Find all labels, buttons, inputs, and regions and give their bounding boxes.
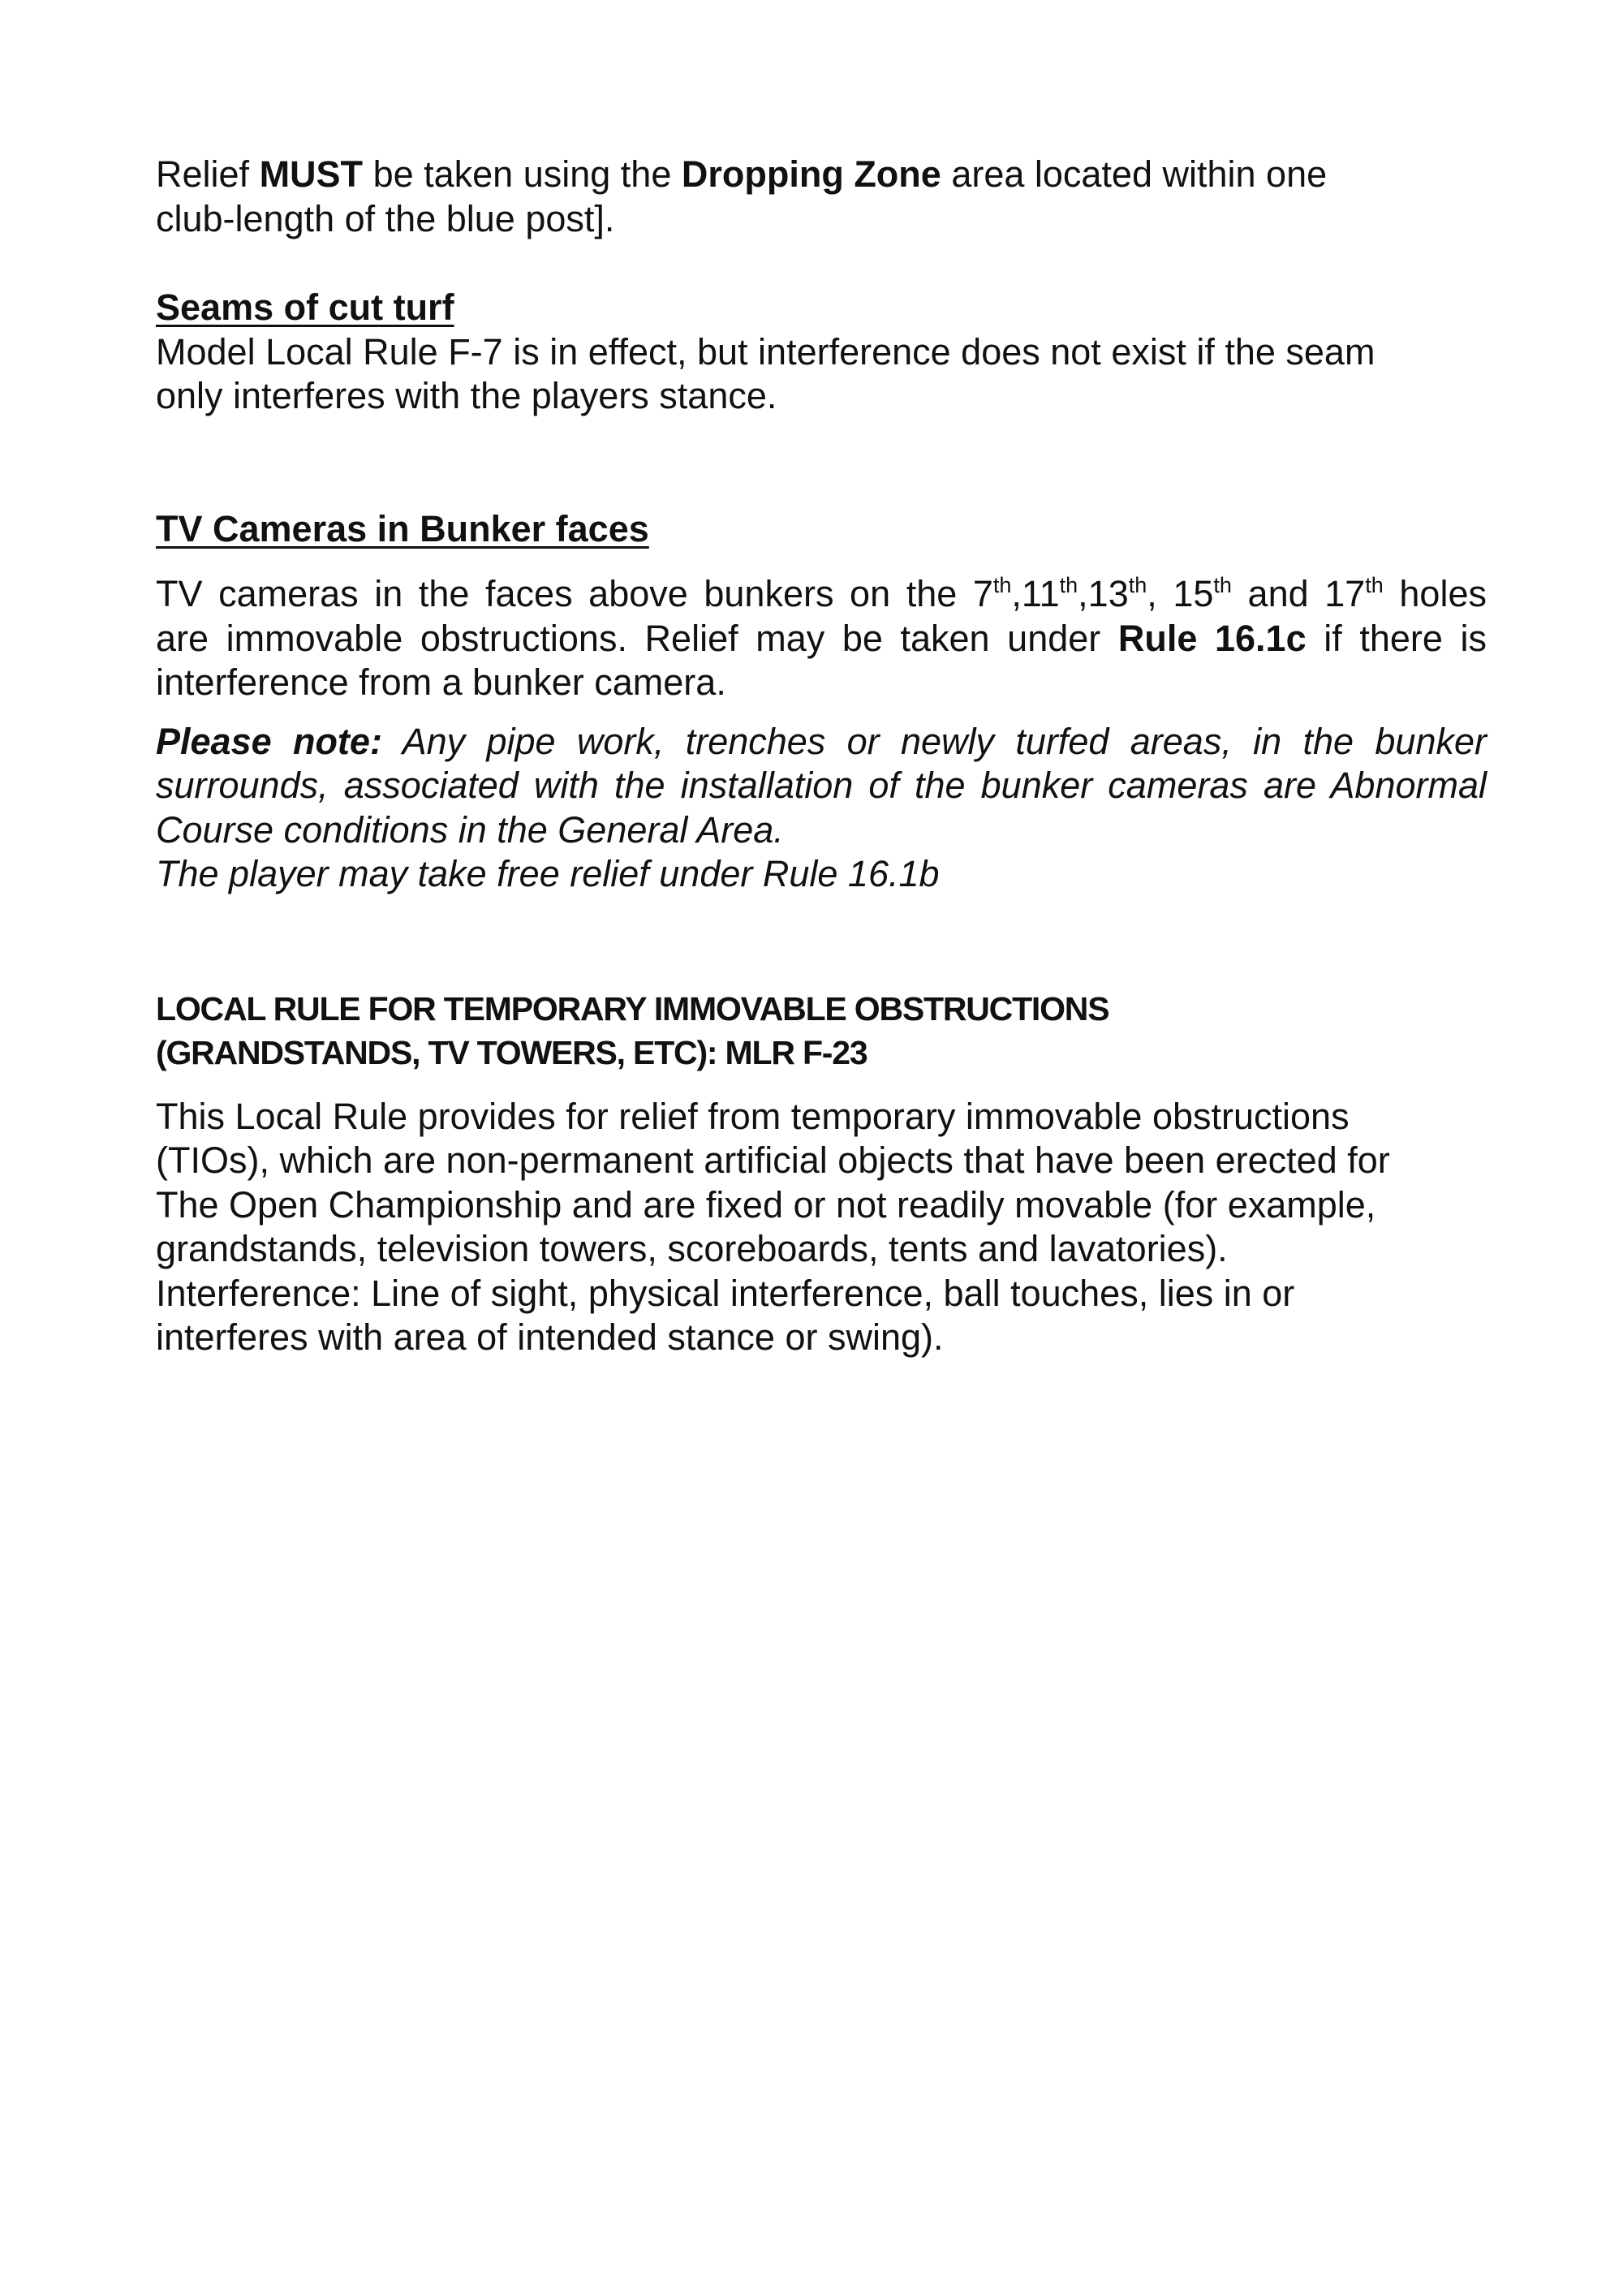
- text-span: Any pipe work, trenches or newly turfed areas, in the bunker: [381, 720, 1487, 762]
- tio-line-1: This Local Rule provides for relief from temporary immovable obstructions: [156, 1095, 1350, 1137]
- seams-line-2: only interferes with the players stance.: [156, 375, 777, 416]
- tio-heading-line-2: (GRANDSTANDS, TV TOWERS, ETC): MLR F-23: [156, 1034, 867, 1071]
- text-span: , 15: [1147, 573, 1214, 614]
- please-note-paragraph: [156, 720, 1487, 897]
- document-page: [156, 153, 1487, 1360]
- tio-paragraph: [156, 1095, 1487, 1360]
- tio-line-5: Interference: Line of sight, physical interference, ball touches, lies in or: [156, 1272, 1295, 1314]
- note-line-3: Course conditions in the General Area.: [156, 808, 784, 851]
- tio-line-6: interferes with area of intended stance or swing).: [156, 1316, 944, 1358]
- text-span: be taken using the: [363, 153, 682, 195]
- emphasis-must: MUST: [259, 153, 364, 195]
- text-span: TV cameras in the faces above bunkers on the 7: [156, 573, 993, 614]
- tv-heading: TV Cameras in Bunker faces: [156, 507, 649, 549]
- tio-line-3: The Open Championship and are fixed or not readily movable (for example,: [156, 1183, 1376, 1226]
- text-span: and 17: [1231, 573, 1366, 614]
- text-span: are immovable obstructions. Relief may be taken under: [156, 617, 1118, 659]
- tio-heading-line-1: LOCAL RULE FOR TEMPORARY IMMOVABLE OBSTRUCTIONS: [156, 989, 1109, 1027]
- tv-line-3: interference from a bunker camera.: [156, 661, 726, 703]
- please-note-label: Please note:: [156, 720, 382, 762]
- superscript: th: [1128, 573, 1147, 597]
- note-line-4: The player may take free relief under Rule 16.1b: [156, 853, 940, 894]
- tv-line-2: [156, 617, 1487, 661]
- seams-heading: Seams of cut turf: [156, 286, 454, 328]
- intro-paragraph: [156, 153, 1487, 241]
- text-span: area located within one: [941, 153, 1328, 195]
- text-span: holes: [1383, 573, 1487, 614]
- text-span: ,13: [1078, 573, 1129, 614]
- text-span: ,11: [1011, 573, 1060, 614]
- text-span: if there is: [1306, 617, 1487, 659]
- tv-paragraph: [156, 572, 1487, 705]
- tio-line-2: (TIOs), which are non-permanent artificial objects that have been erected for: [156, 1139, 1390, 1181]
- superscript: th: [1059, 573, 1078, 597]
- superscript: th: [1365, 573, 1384, 597]
- superscript: th: [1213, 573, 1232, 597]
- intro-line-2: club-length of the blue post].: [156, 197, 615, 239]
- superscript: th: [992, 573, 1012, 597]
- tio-line-4: grandstands, television towers, scoreboards, tents and lavatories).: [156, 1228, 1228, 1269]
- emphasis-rule: Rule 16.1c: [1117, 617, 1307, 659]
- tv-section: [156, 507, 1487, 897]
- tio-section: [156, 987, 1487, 1360]
- note-line-1: [156, 720, 1487, 765]
- text-span: Relief: [156, 153, 260, 195]
- intro-line-1: [156, 153, 1487, 197]
- tv-line-1: [156, 572, 1487, 617]
- seams-section: [156, 286, 1487, 419]
- seams-line-1: Model Local Rule F-7 is in effect, but interference does not exist if the seam: [156, 330, 1375, 373]
- emphasis-dropping-zone: Dropping Zone: [681, 153, 941, 195]
- note-line-2: surrounds, associated with the installation of the bunker cameras are Abnormal: [156, 765, 1487, 806]
